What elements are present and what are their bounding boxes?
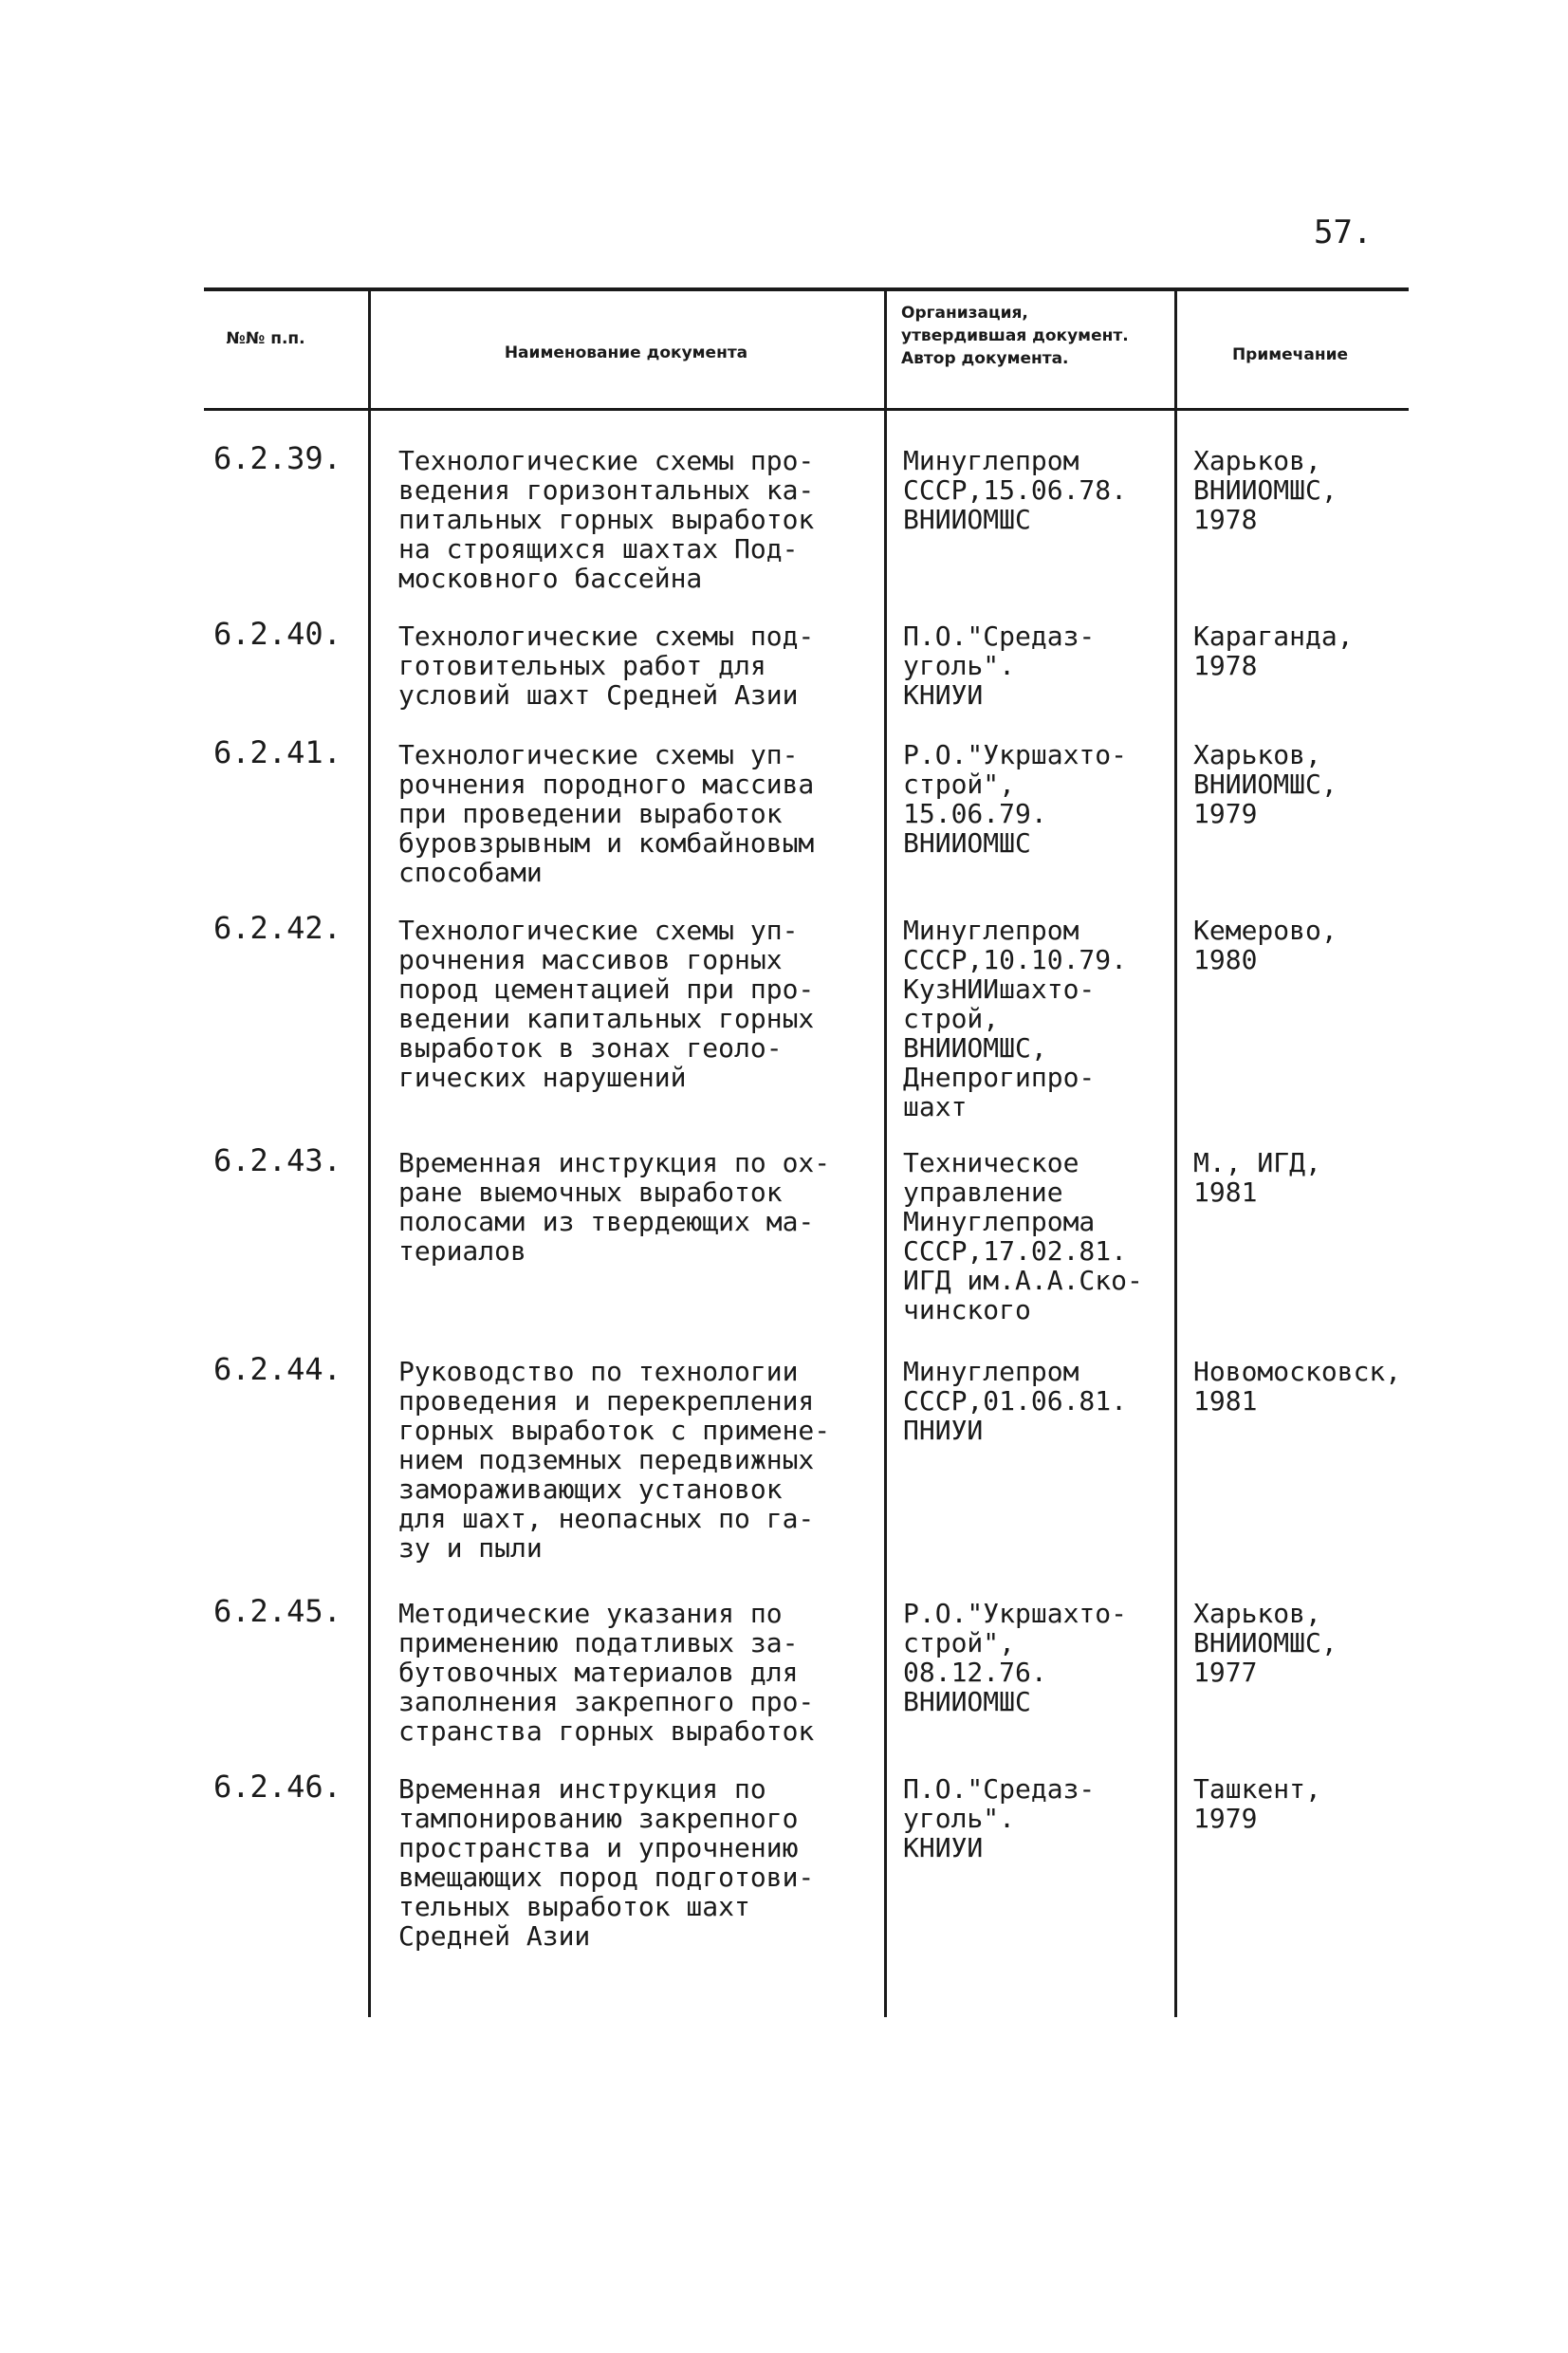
note: Харьков, ВНИИОМШС, 1977 <box>1193 1598 1337 1688</box>
column-divider <box>368 290 371 2017</box>
row-number: 6.2.45. <box>213 1593 341 1629</box>
document-name: Временная инструкция по ох- ране выемочных выработок полосами из твердеющих ма- териалов <box>398 1147 831 1267</box>
note: Новомосковск, 1981 <box>1193 1356 1402 1417</box>
document-name: Временная инструкция по тампонированию закрепного пространства и упрочнению вмещающих пород подготови- тельных выработок шахт Средней Азии <box>398 1773 815 1952</box>
note: Ташкент, 1979 <box>1193 1773 1321 1834</box>
note: М., ИГД, 1981 <box>1193 1147 1321 1208</box>
approving-organization: Техническое управление Минуглепрома СССР,17.02.81. ИГД им.А.А.Ско- чинского <box>903 1147 1143 1325</box>
document-name: Технологические схемы уп- рочнения породного массива при проведении выработок буровзрывным и комбайновым способами <box>398 739 815 888</box>
page-number: 57. <box>1314 213 1373 251</box>
table-header-rule <box>204 408 1409 411</box>
table-top-rule <box>204 287 1409 291</box>
header-note: Примечание <box>1231 345 1349 364</box>
note: Караганда, 1978 <box>1193 621 1354 681</box>
approving-organization: Минуглепром СССР,15.06.78. ВНИИОМШС <box>903 445 1128 535</box>
note: Кемерово, 1980 <box>1193 915 1337 975</box>
document-name: Руководство по технологии проведения и перекрепления горных выработок с примене- нием подземных передвижных замораживающих установок для шахт, неопасных по га- зу и пыли <box>398 1356 831 1564</box>
row-number: 6.2.39. <box>213 440 341 476</box>
approving-organization: Р.О."Укршахто- строй", 15.06.79. ВНИИОМШС <box>903 739 1128 859</box>
row-number: 6.2.46. <box>213 1769 341 1805</box>
row-number: 6.2.41. <box>213 734 341 770</box>
header-number: №№ п.п. <box>226 329 305 348</box>
approving-organization: П.О."Средаз- уголь". КНИУИ <box>903 621 1096 711</box>
approving-organization: Р.О."Укршахто- строй", 08.12.76. ВНИИОМШС <box>903 1598 1128 1717</box>
note: Харьков, ВНИИОМШС, 1979 <box>1193 739 1337 829</box>
document-name: Технологические схемы под- готовительных работ для условий шахт Средней Азии <box>398 621 815 711</box>
document-name: Технологические схемы про- ведения горизонтальных ка- питальных горных выработок на строящихся шахтах Под- московного бассейна <box>398 445 815 594</box>
column-divider <box>1174 290 1177 2017</box>
row-number: 6.2.42. <box>213 910 341 946</box>
header-organization: Организация, утвердившая документ. Автор документа. <box>901 304 1129 368</box>
column-divider <box>884 290 887 2017</box>
row-number: 6.2.43. <box>213 1142 341 1178</box>
note: Харьков, ВНИИОМШС, 1978 <box>1193 445 1337 535</box>
row-number: 6.2.40. <box>213 616 341 652</box>
document-name: Технологические схемы уп- рочнения массивов горных пород цементацией при про- ведении капитальных горных выработок в зонах геоло- гических нарушений <box>398 915 815 1093</box>
approving-organization: Минуглепром СССР,01.06.81. ПНИУИ <box>903 1356 1128 1446</box>
approving-organization: П.О."Средаз- уголь". КНИУИ <box>903 1773 1096 1863</box>
approving-organization: Минуглепром СССР,10.10.79. КузНИИшахто- строй, ВНИИОМШС, Днепрогипро- шахт <box>903 915 1128 1122</box>
document-name: Методические указания по применению податливых за- бутовочных материалов для заполнения закрепного про- странства горных выработок <box>398 1598 815 1747</box>
row-number: 6.2.44. <box>213 1351 341 1387</box>
header-document-name: Наименование документа <box>504 343 748 362</box>
